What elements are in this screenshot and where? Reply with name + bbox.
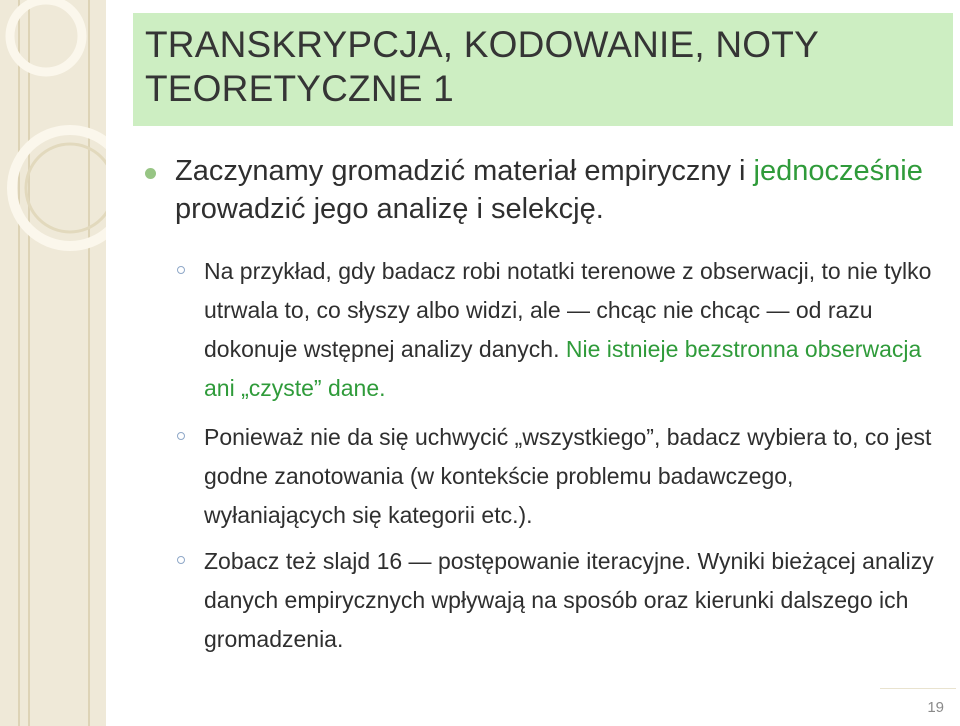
bullet-dot-icon: [145, 168, 156, 179]
title-banner: [133, 13, 953, 126]
slide-title: TRANSKRYPCJA, KODOWANIE, NOTY TEORETYCZNE 1: [145, 24, 819, 109]
sub-bullet-highlight: Nie istnieje bezstronna obserwacja ani „czyste” dane.: [204, 336, 922, 401]
main-bullet-after: prowadzić jego analizę i selekcję.: [175, 193, 604, 225]
decorative-left-band: [0, 0, 106, 726]
sub-bullet: [176, 252, 936, 408]
ring-bullet-icon: [177, 432, 185, 440]
sub-bullet: [176, 542, 936, 659]
main-bullet-highlight: jednocześnie: [753, 155, 923, 187]
sub-bullet-body: Na przykład, gdy badacz robi notatki terenowe z obserwacji, to nie tylko utrwala to, co słyszy albo widzi, ale — chcąc nie chcąc — od razu dokonuje wstępnej analizy danych.: [204, 258, 932, 362]
sub-bullet-text: [204, 252, 936, 408]
decorative-circles: [0, 0, 106, 726]
main-bullet-before: Zaczynamy gromadzić materiał empiryczny i: [175, 155, 754, 187]
footer-rule: [880, 688, 956, 689]
main-bullet-text: [175, 152, 945, 228]
sub-bullet: [176, 418, 936, 535]
ring-bullet-icon: [177, 556, 185, 564]
sub-bullet-text: Ponieważ nie da się uchwycić „wszystkiego”, badacz wybiera to, co jest godne zanotowania (w kontekście problemu badawczego, wyłaniających się kategorii etc.).: [204, 424, 932, 528]
page-number: 19: [927, 699, 944, 716]
sub-bullet-text: Zobacz też slajd 16 — postępowanie iteracyjne. Wyniki bieżącej analizy danych empirycznych wpływają na sposób oraz kierunki dalszego ich gromadzenia.: [204, 548, 934, 652]
ring-bullet-icon: [177, 266, 185, 274]
main-bullet: [145, 152, 945, 228]
